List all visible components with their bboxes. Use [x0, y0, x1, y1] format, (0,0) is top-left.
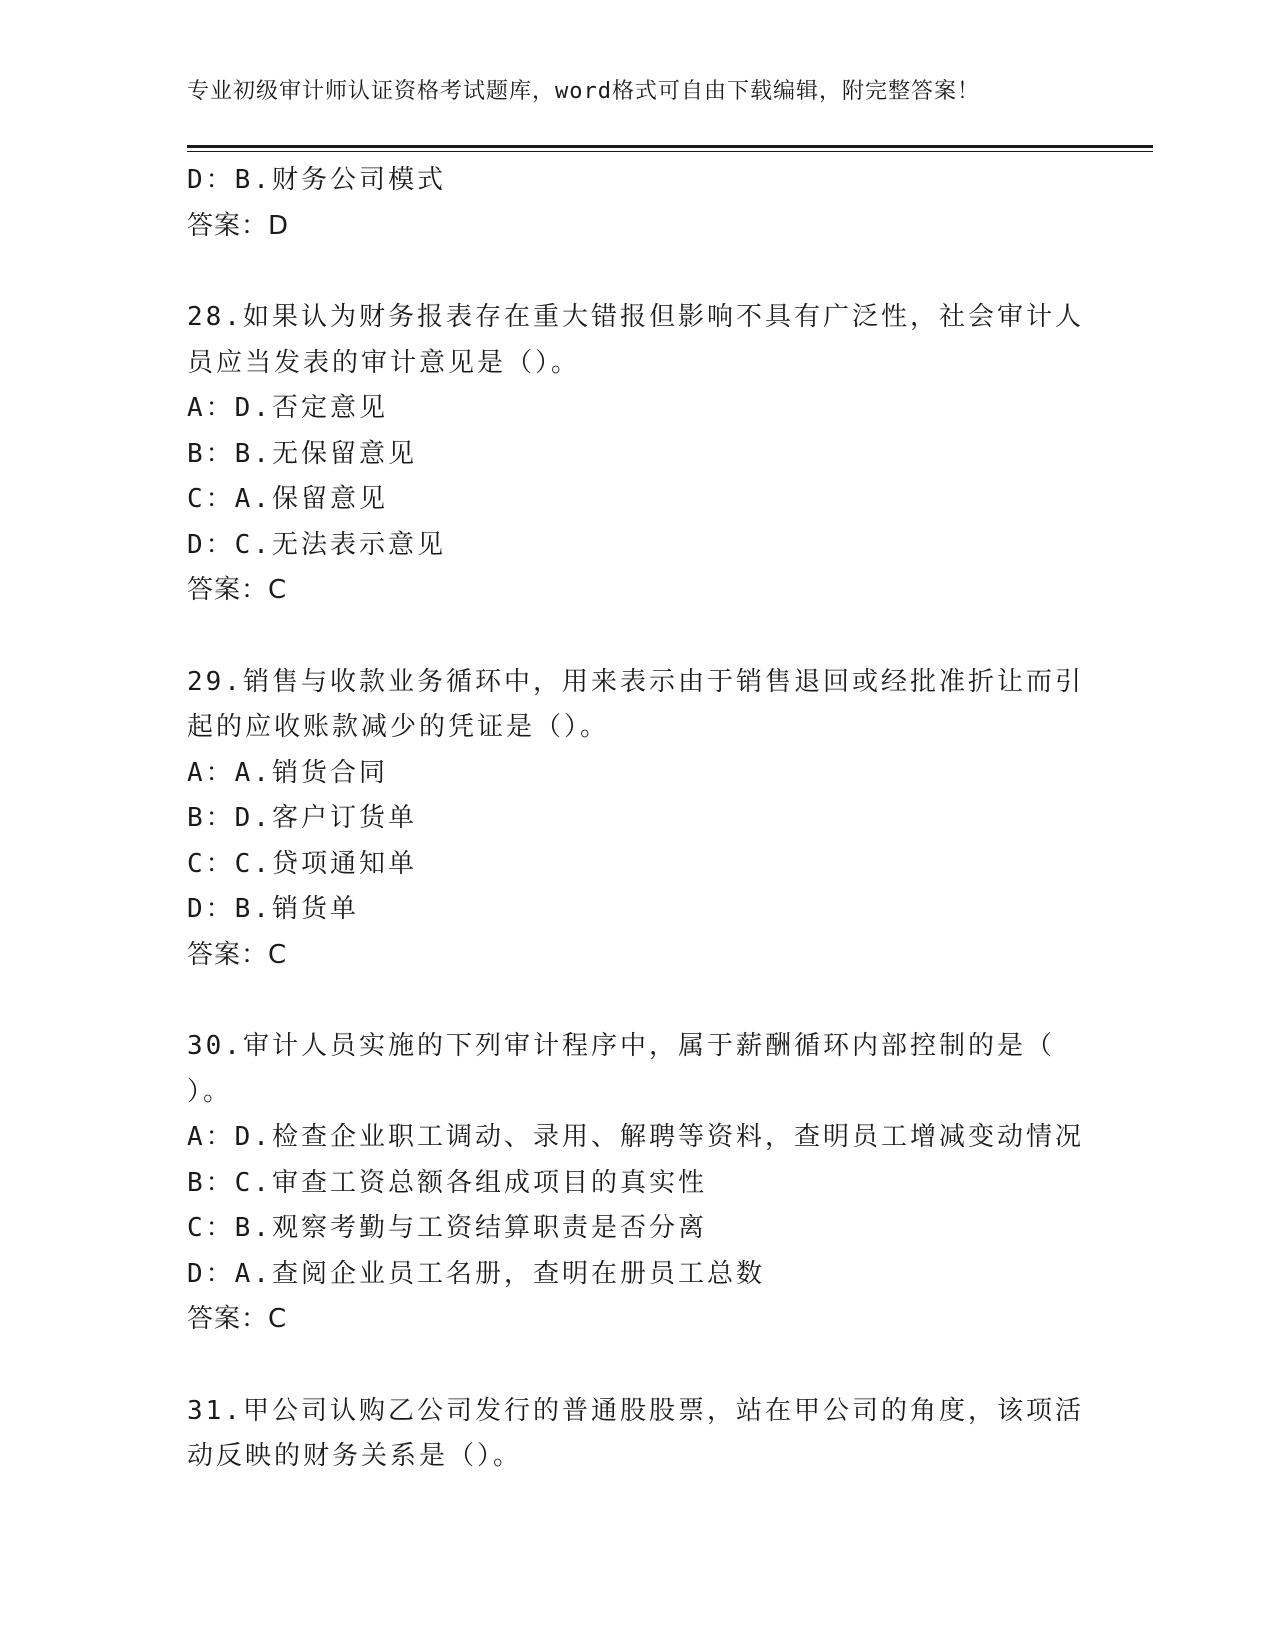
option-d: D：B.销货单: [187, 894, 359, 924]
answer-line: 答案：C: [187, 1304, 288, 1334]
answer-line: 答案：C: [187, 575, 288, 605]
question-stem-line: 30.审计人员实施的下列审计程序中，属于薪酬循环内部控制的是（: [187, 1031, 1055, 1061]
spacer: [187, 1343, 1087, 1389]
answer-line: 答案：D: [187, 210, 290, 241]
question-31: [187, 1389, 1087, 1480]
header-rule-thin: [187, 151, 1153, 152]
answer-line: 答案：C: [187, 939, 288, 970]
question-30: [187, 1024, 1087, 1343]
question-stem-line: 29.销售与收款业务循环中，用来表示由于销售退回或经批准折让而引: [187, 666, 1084, 697]
option-a: A：D.否定意见: [187, 393, 388, 423]
option-b: B：C.审查工资总额各组成项目的真实性: [187, 1167, 707, 1198]
header-rule-thick: [187, 145, 1153, 148]
spacer: [187, 249, 1087, 295]
option-a: A：A.销货合同: [187, 757, 388, 788]
option-d: D：A.查阅企业员工名册，查明在册员工总数: [187, 1258, 765, 1289]
option-b: B：D.客户订货单: [187, 803, 417, 833]
option-d: D：C.无法表示意见: [187, 529, 446, 560]
page-header: 专业初级审计师认证资格考试题库，word格式可自由下载编辑，附完整答案！: [187, 79, 980, 104]
option-c: C：B.观察考勤与工资结算职责是否分离: [187, 1213, 707, 1243]
option-c: C：A.保留意见: [187, 484, 388, 514]
spacer: [187, 614, 1087, 660]
spacer: [187, 978, 1087, 1024]
option-c: C：C.贷项通知单: [187, 848, 417, 879]
question-content: [187, 158, 1087, 1480]
question-29: [187, 660, 1087, 979]
question-stem-line: 28.如果认为财务报表存在重大错报但影响不具有广泛性，社会审计人: [187, 302, 1084, 332]
option-b: B：B.无保留意见: [187, 438, 417, 469]
previous-question-tail: [187, 158, 1087, 249]
question-stem-line: 起的应收账款减少的凭证是（）。: [187, 712, 610, 742]
question-28: [187, 295, 1087, 614]
question-stem-line: ）。: [187, 1076, 233, 1107]
question-stem-line: 员应当发表的审计意见是（）。: [187, 347, 581, 378]
question-stem-line: 31.甲公司认购乙公司发行的普通股股票，站在甲公司的角度，该项活: [187, 1395, 1084, 1426]
option-d: D：B.财务公司模式: [187, 165, 446, 195]
option-a: A：D.检查企业职工调动、录用、解聘等资料，查明员工增减变动情况: [187, 1122, 1084, 1152]
question-stem-line: 动反映的财务关系是（）。: [187, 1441, 523, 1471]
